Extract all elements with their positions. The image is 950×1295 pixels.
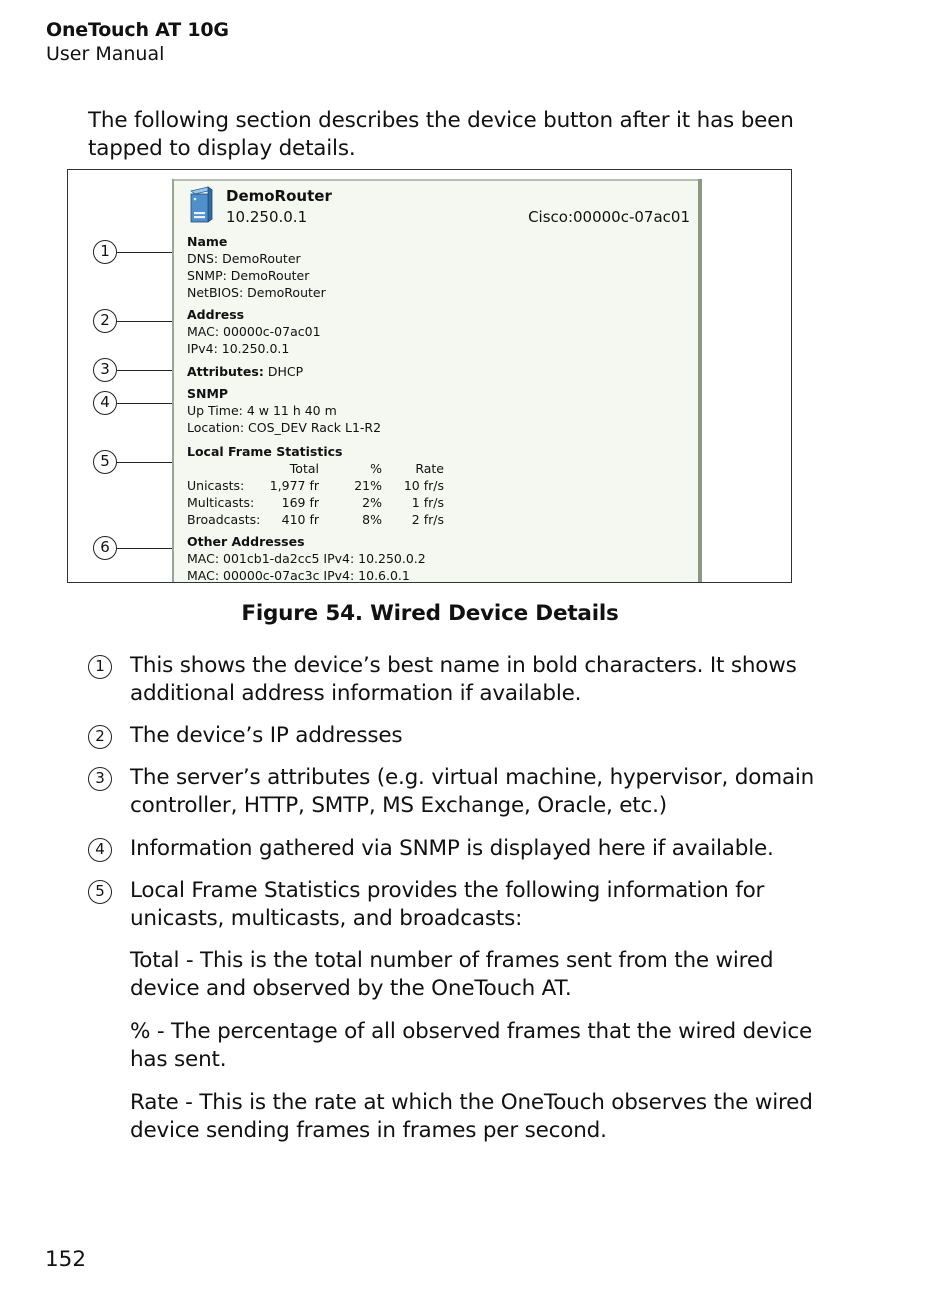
item-number-5: 5 — [88, 880, 112, 904]
stats-header-rate: Rate — [415, 461, 444, 476]
device-mac-vendor: Cisco:00000c-07ac01 — [528, 208, 690, 226]
attributes-label: Attributes: — [187, 364, 264, 379]
item-number-1: 1 — [88, 655, 112, 679]
detail-total: Total - This is the total number of frames sent from the wired device and observed by the OneTouch AT. — [130, 948, 774, 1001]
other-address: MAC: 001cb1-da2cc5 IPv4: 10.250.0.2 — [187, 551, 426, 566]
figure-frame — [67, 169, 792, 583]
snmp-uptime: Up Time: 4 w 11 h 40 m — [187, 403, 337, 418]
callout-3: 3 — [93, 358, 117, 382]
callout-5: 5 — [93, 450, 117, 474]
callout-1: 1 — [93, 240, 117, 264]
device-ip: 10.250.0.1 — [226, 208, 308, 226]
stats-row-label: Multicasts: — [187, 495, 255, 510]
stats-row-percent: 8% — [362, 512, 382, 527]
stats-row-total: 410 fr — [281, 512, 319, 527]
mac-address: MAC: 00000c-07ac01 — [187, 324, 321, 339]
callout-6: 6 — [93, 536, 117, 560]
dns-name: DNS: DemoRouter — [187, 251, 301, 266]
header-subtitle: User Manual — [46, 43, 165, 65]
stats-row-rate: 10 fr/s — [403, 478, 444, 493]
page-number: 152 — [45, 1247, 87, 1272]
stats-row-percent: 2% — [362, 495, 382, 510]
stats-row-label: Broadcasts: — [187, 512, 261, 527]
snmp-name: SNMP: DemoRouter — [187, 268, 310, 283]
other-address: MAC: 00000c-07ac3c IPv4: 10.6.0.1 — [187, 568, 410, 583]
stats-row-total: 1,977 fr — [269, 478, 319, 493]
netbios-name: NetBIOS: DemoRouter — [187, 285, 326, 300]
item-text-1: This shows the device’s best name in bold characters. It shows additional address information if available. — [130, 653, 797, 706]
item-number-2: 2 — [88, 725, 112, 749]
figure-caption: Figure 54. Wired Device Details — [241, 601, 619, 626]
callout-2: 2 — [93, 309, 117, 333]
device-name: DemoRouter — [226, 187, 332, 205]
screen-top-border — [174, 179, 698, 181]
device-details-screen[interactable] — [172, 179, 702, 583]
snmp-section-title: SNMP — [187, 386, 229, 401]
router-device-icon — [186, 185, 216, 225]
item-number-4: 4 — [88, 838, 112, 862]
attributes-value: DHCP — [267, 364, 304, 379]
item-number-3: 3 — [88, 767, 112, 791]
detail-rate: Rate - This is the rate at which the OneTouch observes the wired device sending frames in frames per second. — [130, 1090, 813, 1143]
ipv4-address: IPv4: 10.250.0.1 — [187, 341, 290, 356]
item-text-5: Local Frame Statistics provides the following information for unicasts, multicasts, and broadcasts: — [130, 878, 765, 931]
callout-4: 4 — [93, 391, 117, 415]
stats-row-rate: 1 fr/s — [411, 495, 444, 510]
intro-paragraph: The following section describes the device button after it has been tapped to display details. — [88, 108, 794, 161]
name-section-title: Name — [187, 234, 228, 249]
item-text-4: Information gathered via SNMP is displayed here if available. — [130, 836, 774, 861]
stats-row-rate: 2 fr/s — [411, 512, 444, 527]
header-title: OneTouch AT 10G — [46, 19, 229, 41]
stats-header-total: Total — [289, 461, 319, 476]
item-text-2: The device’s IP addresses — [130, 723, 403, 748]
address-section-title: Address — [187, 307, 245, 322]
snmp-location: Location: COS_DEV Rack L1-R2 — [187, 420, 382, 435]
stats-row-total: 169 fr — [281, 495, 319, 510]
stats-section-title: Local Frame Statistics — [187, 444, 343, 459]
stats-row-percent: 21% — [354, 478, 382, 493]
attributes-line — [187, 364, 303, 379]
item-text-3: The server’s attributes (e.g. virtual machine, hypervisor, domain controller, HTTP, SMTP, MS Exchange, Oracle, etc.) — [130, 765, 815, 818]
other-addresses-title: Other Addresses — [187, 534, 305, 549]
stats-row-label: Unicasts: — [187, 478, 245, 493]
stats-header-percent: % — [370, 461, 382, 476]
detail-percent: % - The percentage of all observed frames that the wired device has sent. — [130, 1019, 812, 1072]
